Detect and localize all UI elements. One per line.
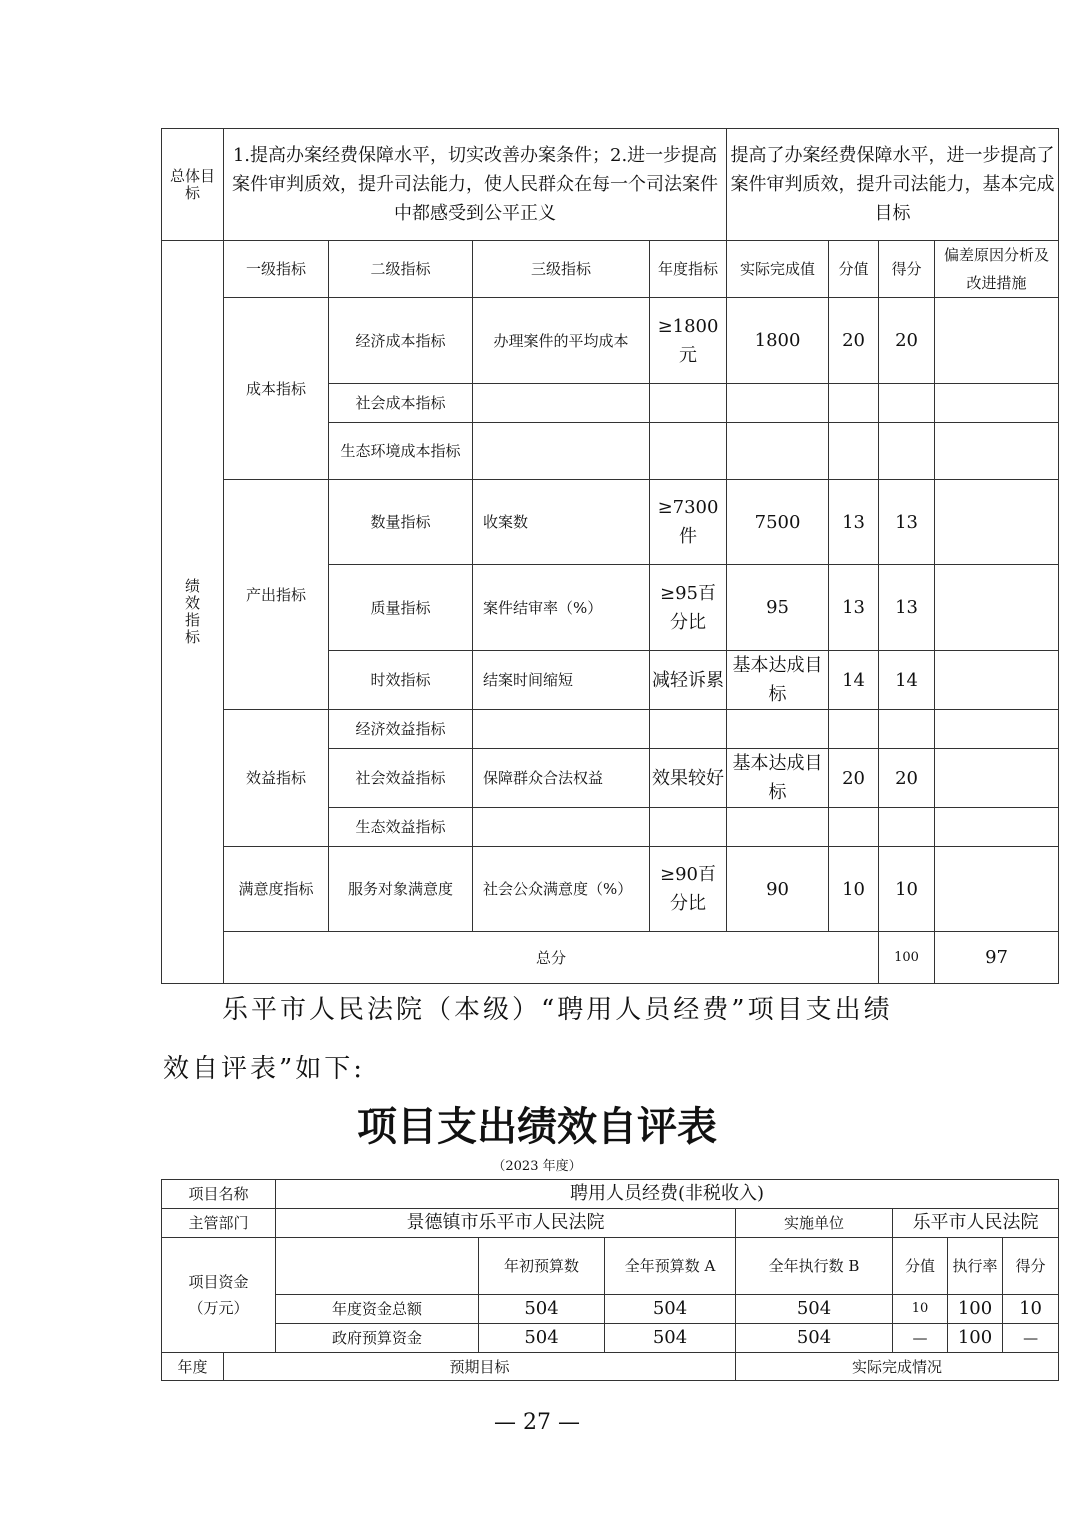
gov-funds-annual: 504: [605, 1324, 736, 1353]
cost-value: 20: [829, 298, 879, 384]
social-cost-l2: 社会成本指标: [329, 384, 473, 423]
header-deviation: 偏差原因分析及改进措施: [935, 241, 1059, 298]
eco-cost-l2: 生态环境成本指标: [329, 423, 473, 480]
overall-goal-actual: 提高了办案经费保障水平，进一步提高了案件审判质效，提升司法能力，基本完成目标: [727, 129, 1059, 241]
header-annual-budget: 全年预算数 A: [605, 1238, 736, 1295]
benefit-indicator: 效益指标: [224, 710, 329, 847]
header-l1: 一级指标: [224, 241, 329, 298]
header-annual: 年度指标: [650, 241, 727, 298]
cost-deviation: [935, 298, 1059, 384]
timeliness-l2: 时效指标: [329, 651, 473, 710]
fund-label: [162, 1238, 276, 1353]
overall-goal-label: 总体目标: [162, 129, 224, 241]
intro-paragraph-line1: 乐平市人民法院（本级）“聘用人员经费”项目支出绩: [222, 995, 893, 1025]
expected-target-label: 预期目标: [224, 1353, 736, 1381]
fund-label-text: 项目资金: [188, 1273, 249, 1291]
quantity-actual: 7500: [727, 480, 829, 565]
econ-benefit-l2: 经济效益指标: [329, 710, 473, 749]
total-funds-initial: 504: [479, 1295, 605, 1324]
quality-got: 13: [879, 565, 935, 651]
dept-label: 主管部门: [162, 1209, 276, 1238]
header-initial-budget: 年初预算数: [479, 1238, 605, 1295]
cost-actual: 1800: [727, 298, 829, 384]
total-label: 总分: [224, 932, 879, 984]
perf-indicator-text: 绩效指标: [184, 577, 200, 646]
timeliness-l3: 结案时间缩短: [473, 651, 650, 710]
project-name-value: 聘用人员经费(非税收入): [276, 1180, 1059, 1209]
social-benefit-annual: 效果较好: [650, 749, 727, 808]
total-funds-label: 年度资金总额: [276, 1295, 479, 1324]
form-title: 项目支出绩效自评表: [357, 1104, 717, 1150]
fund-unit-text: （万元）: [188, 1299, 249, 1317]
quality-actual: 95: [727, 565, 829, 651]
timeliness-actual: 基本达成目标: [727, 651, 829, 710]
quality-l2: 质量指标: [329, 565, 473, 651]
page-number: — 27 —: [494, 1410, 580, 1435]
cost-got: 20: [879, 298, 935, 384]
social-benefit-l2: 社会效益指标: [329, 749, 473, 808]
form-year: （2023 年度）: [492, 1159, 582, 1174]
project-name-label: 项目名称: [162, 1180, 276, 1209]
performance-table: [161, 128, 1059, 984]
social-benefit-actual: 基本达成目标: [727, 749, 829, 808]
gov-funds-label: 政府预算资金: [276, 1324, 479, 1353]
gov-funds-exec: 504: [736, 1324, 893, 1353]
total-funds-value: 10: [893, 1295, 948, 1324]
timeliness-value: 14: [829, 651, 879, 710]
quantity-annual: ≥7300件: [650, 480, 727, 565]
timeliness-annual: 减轻诉累: [650, 651, 727, 710]
timeliness-got: 14: [879, 651, 935, 710]
total-funds-rate: 100: [948, 1295, 1003, 1324]
social-benefit-got: 20: [879, 749, 935, 808]
quantity-l2: 数量指标: [329, 480, 473, 565]
quality-l3: 案件结审率（%）: [473, 565, 650, 651]
total-funds-annual: 504: [605, 1295, 736, 1324]
quantity-l3: 收案数: [473, 480, 650, 565]
quantity-value: 13: [829, 480, 879, 565]
cost-annual: ≥1800元: [650, 298, 727, 384]
satisfaction-indicator: 满意度指标: [224, 847, 329, 932]
quality-value: 13: [829, 565, 879, 651]
gov-funds-initial: 504: [479, 1324, 605, 1353]
output-indicator: 产出指标: [224, 480, 329, 710]
intro-paragraph-line2: 效自评表”如下:: [163, 1054, 366, 1084]
total-funds-score: 10: [1003, 1295, 1059, 1324]
header-score: 得分: [1003, 1238, 1059, 1295]
eco-benefit-l2: 生态效益指标: [329, 808, 473, 847]
project-expenditure-table: [161, 1179, 1059, 1381]
cost-indicator: 成本指标: [224, 298, 329, 480]
header-score-value: 分值: [893, 1238, 948, 1295]
impl-label: 实施单位: [736, 1209, 893, 1238]
header-exec: 全年执行数 B: [736, 1238, 893, 1295]
year-label: 年度: [162, 1353, 224, 1381]
satisfaction-l3: 社会公众满意度（%）: [473, 847, 650, 932]
gov-funds-score: —: [1003, 1324, 1059, 1353]
satisfaction-annual: ≥90百分比: [650, 847, 727, 932]
header-actual: 实际完成值: [727, 241, 829, 298]
header-score-got: 得分: [879, 241, 935, 298]
header-score-value: 分值: [829, 241, 879, 298]
quality-annual: ≥95百分比: [650, 565, 727, 651]
header-l2: 二级指标: [329, 241, 473, 298]
satisfaction-value: 10: [829, 847, 879, 932]
perf-indicator-label: [162, 241, 224, 984]
social-benefit-value: 20: [829, 749, 879, 808]
cost-l3: 办理案件的平均成本: [473, 298, 650, 384]
dept-value: 景德镇市乐平市人民法院: [276, 1209, 736, 1238]
header-exec-rate: 执行率: [948, 1238, 1003, 1295]
cost-l2: 经济成本指标: [329, 298, 473, 384]
satisfaction-actual: 90: [727, 847, 829, 932]
impl-value: 乐平市人民法院: [893, 1209, 1059, 1238]
total-value: 100: [879, 932, 935, 984]
quantity-got: 13: [879, 480, 935, 565]
actual-completion-label: 实际完成情况: [736, 1353, 1059, 1381]
overall-goal-expected: 1.提高办案经费保障水平，切实改善办案条件；2.进一步提高案件审判质效，提升司法能力，使人民群众在每一个司法案件中都感受到公平正义: [224, 129, 727, 241]
total-got: 97: [935, 932, 1059, 984]
gov-funds-rate: 100: [948, 1324, 1003, 1353]
total-funds-exec: 504: [736, 1295, 893, 1324]
header-l3: 三级指标: [473, 241, 650, 298]
satisfaction-got: 10: [879, 847, 935, 932]
satisfaction-l2: 服务对象满意度: [329, 847, 473, 932]
social-benefit-l3: 保障群众合法权益: [473, 749, 650, 808]
gov-funds-value: —: [893, 1324, 948, 1353]
